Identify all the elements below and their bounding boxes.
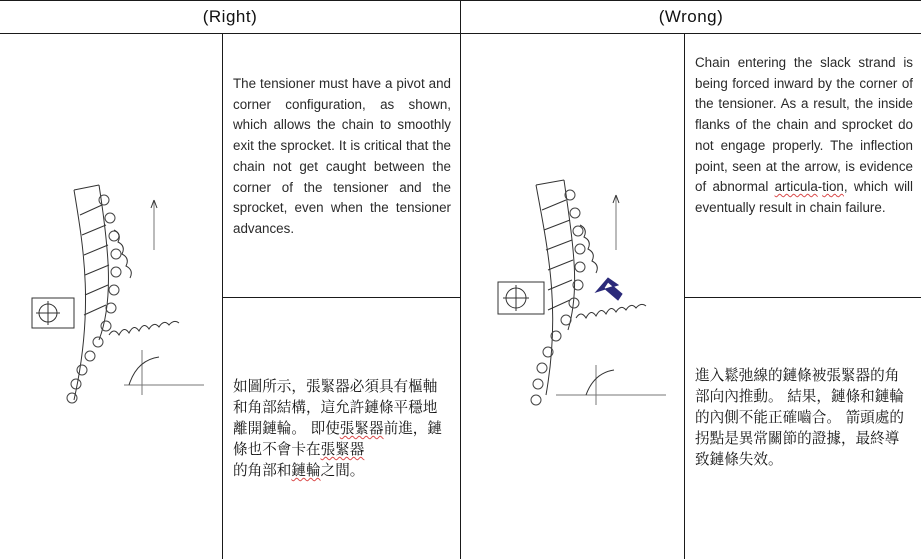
right-zh-text-2: 前進，鏈條也不會卡在: [233, 420, 442, 458]
wrong-en-hyphen: -: [817, 179, 823, 195]
wrong-en-squiggle-2: tion: [822, 179, 844, 195]
header-right: (Right): [202, 7, 258, 26]
column-divider-main: [460, 0, 461, 559]
row-divider-right: [222, 297, 460, 298]
right-zh-text-4: 之間。: [320, 462, 365, 479]
header-wrong: (Wrong): [658, 7, 724, 26]
wrong-en-text-1: Chain entering the slack strand is being forced inward by the corner of the tensioner. As a result, the inside flanks of the chain and sprocket do not engage properly. The inflection point, seen at the arrow, is evidence of abnormal: [695, 55, 913, 195]
right-tensioner-diagram: [14, 170, 214, 420]
wrong-description-zh: 進入鬆弛線的鏈條被張緊器的角部向內推動。 結果，鏈條和鏈輪的內側不能正確嚙合。 箭頭處的拐點是異常關節的證據，最終導致鏈條失效。: [695, 367, 904, 468]
right-zh-squiggle-2: 張緊器: [320, 441, 365, 458]
right-description-en: The tensioner must have a pivot and corner configuration, as shown, which allows the chain to smoothly exit the sprocket. It is critical that the chain not get caught between the corner of the tensioner and the sprocket, even when the tensioner advances.: [233, 76, 451, 236]
wrong-tensioner-diagram: [476, 170, 676, 420]
inflection-arrow-icon: [596, 278, 622, 300]
wrong-en-text-2: , which will eventually result in chain failure.: [695, 179, 913, 215]
wrong-en-squiggle-1: articula: [774, 179, 818, 195]
right-description-zh: [233, 376, 451, 481]
row-divider-wrong: [684, 297, 921, 298]
right-zh-text-3: 的角部和: [233, 462, 292, 479]
wrong-description-en: [695, 53, 913, 219]
right-zh-squiggle-3: 鏈輪: [291, 462, 321, 479]
right-zh-squiggle-1: 張緊器: [339, 420, 384, 437]
right-zh-text-1: 如圖所示，張緊器必須具有樞軸和角部結構，這允許鏈條平穩地離開鏈輪。 即使: [233, 378, 438, 437]
